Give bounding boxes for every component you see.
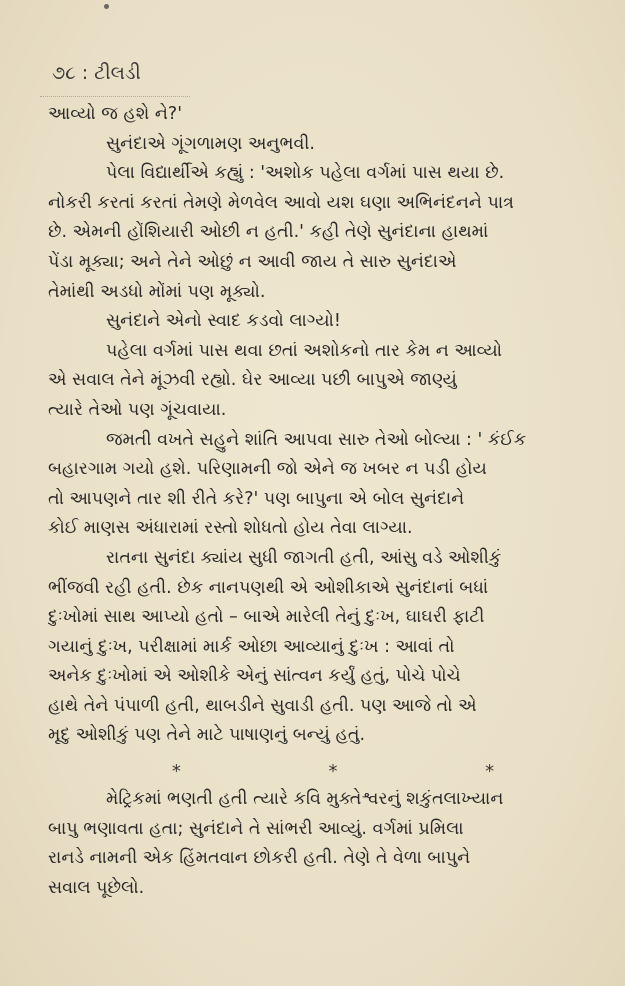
paragraph xyxy=(48,159,600,307)
text-line: બહારગામ ગયો હશે. પરિણામની જો એને જ ખબર ન પડી હોય xyxy=(48,459,487,480)
text-line: સુનંદાએ ગૂંગળામણ અનુભવી. xyxy=(106,133,315,154)
paragraph xyxy=(48,337,600,426)
text-line: ગયાનું દુઃખ, પરીક્ષામાં માર્ક ઓછા આવ્યાનું દુઃખ : આવાં તો xyxy=(48,636,455,657)
body-text xyxy=(48,100,600,903)
separator-asterisk: * xyxy=(328,761,338,783)
text-line: આવ્યો જ હશે ને?' xyxy=(48,104,183,124)
running-head: ૭૮ : ટીલડી xyxy=(52,62,141,84)
text-line: મૃદુ ઓશીકું પણ તેને માટે પાષાણનું બન્યું હતું. xyxy=(48,725,366,746)
text-line: પેલા વિદ્યાર્થીએ કહ્યું : 'અશોક પહેલા વર્ગમાં પાસ થયા છે. xyxy=(106,163,505,184)
text-line: રાનડે નામની એક હિંમતવાન છોકરી હતી. તેણે તે વેળા બાપુને xyxy=(48,848,471,869)
text-line: બાપુ ભણાવતા હતા; સુનંદાને તે સાંભરી આવ્યું. વર્ગમાં પ્રમિલા xyxy=(48,818,464,839)
paragraph xyxy=(48,307,600,337)
text-line: સુનંદાને એનો સ્વાદ કડવો લાગ્યો! xyxy=(106,311,341,332)
section-gap xyxy=(48,751,600,759)
text-line: એ સવાલ તેને મૂંઝવી રહ્યો. ઘેર આવ્યા પછી બાપુએ જાણ્યું xyxy=(48,370,457,391)
paragraph xyxy=(48,426,600,544)
text-line: રાતના સુનંદા ક્યાંય સુધી જાગતી હતી, આંસુ વડે ઓશીકું xyxy=(106,547,502,568)
text-line: પહેલા વર્ગમાં પાસ થવા છતાં અશોકનો તાર કેમ ન આવ્યો xyxy=(106,340,503,361)
text-line: તો આપણને તાર શી રીતે કરે?' પણ બાપુના એ બોલ સુનંદાને xyxy=(48,488,465,509)
paragraph xyxy=(48,785,600,903)
text-line: હાથે તેને પંપાળી હતી, થાબડીને સુવાડી હતી. પણ આજે તો એ xyxy=(48,695,477,716)
text-line: ત્યારે તેઓ પણ ગૂંચવાયા. xyxy=(48,399,227,420)
text-line: કોઈ માણસ અંધારામાં રસ્તો શોધતો હોય તેવા લાગ્યા. xyxy=(48,518,413,539)
section-separator xyxy=(98,759,568,785)
text-line: તેમાંથી અડધો મોંમાં પણ મૂક્યો. xyxy=(48,281,266,302)
text-line: ભીંજવી રહી હતી. છેક નાનપણથી એ ઓશીકાએ સુનંદાનાં બધાં xyxy=(48,577,489,598)
separator-asterisk: * xyxy=(171,761,181,783)
ink-speck xyxy=(104,4,109,9)
text-line: મેટ્રિકમાં ભણતી હતી ત્યારે કવિ મુક્તેશ્વરનું શકુંતલાખ્યાન xyxy=(106,789,504,810)
paragraph xyxy=(48,544,600,751)
separator-asterisk: * xyxy=(485,761,495,783)
header-underline xyxy=(40,90,190,97)
text-line: જમતી વખતે સહુને શાંતિ આપવા સારુ તેઓ બોલ્યા : ' કંઈક xyxy=(106,429,527,450)
paragraph xyxy=(48,100,600,130)
text-line: છે. એમની હોંશિયારી ઓછી ન હતી.' કહી તેણે સુનંદાના હાથમાં xyxy=(48,222,489,243)
text-line: પેંડા મૂક્યા; અને તેને ઓછું ન આવી જાય તે સારુ સુનંદાએ xyxy=(48,251,457,272)
paragraph xyxy=(48,130,600,160)
text-line: સવાલ પૂછેલો. xyxy=(48,877,145,898)
text-line: અનેક દુઃખોમાં એ ઓશીકે એનું સાંત્વન કર્યું હતું, પોચે પોચે xyxy=(48,666,461,687)
text-line: દુઃખોમાં સાથ આપ્યો હતો – બાએ મારેલી તેનું દુઃખ, ઘાઘરી ફાટી xyxy=(48,607,485,628)
text-line: નોકરી કરતાં કરતાં તેમણે મેળવેલ આવો યશ ઘણા અભિનંદનને પાત્ર xyxy=(48,192,514,213)
